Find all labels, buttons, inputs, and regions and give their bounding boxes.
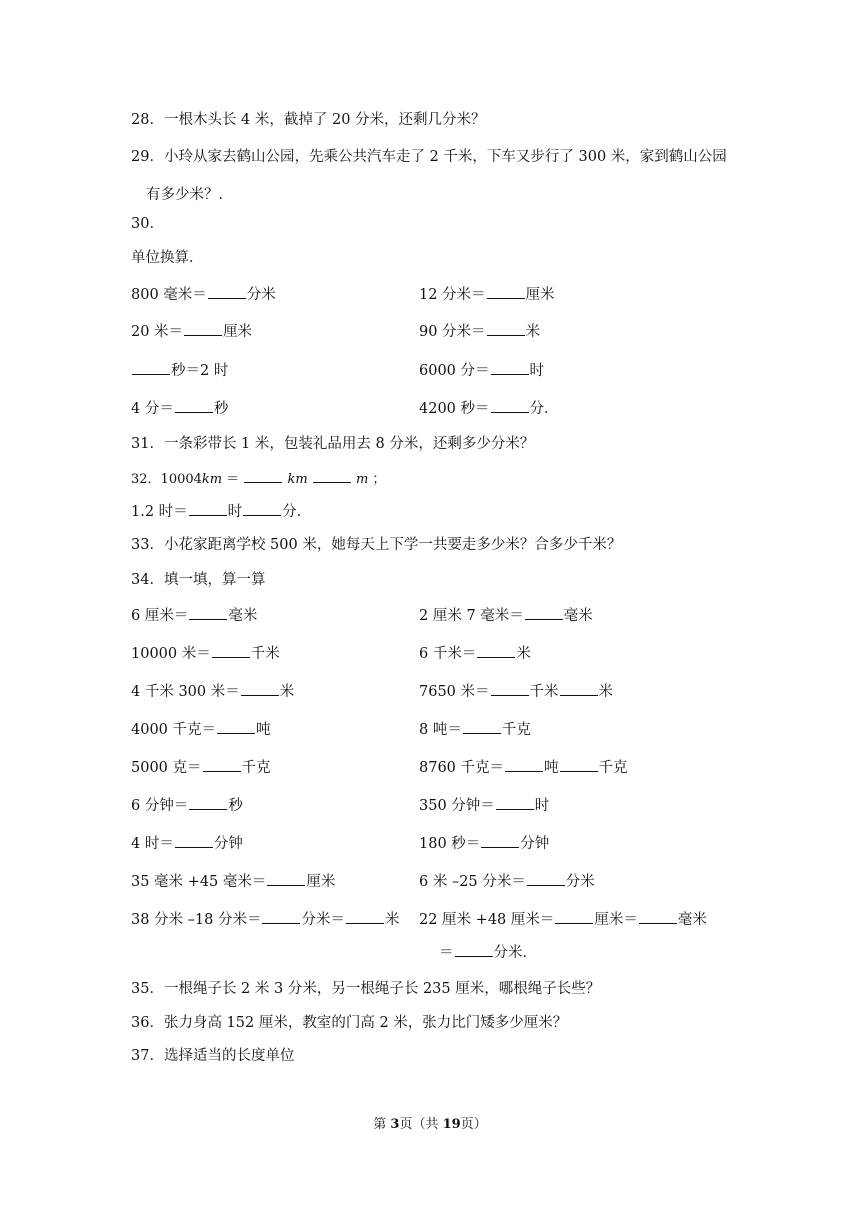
text: 8760 千克＝: [419, 760, 505, 776]
question-35: 35．一根绳子长 2 米 3 分米，另一根绳子长 235 厘米，哪根绳子长些？: [131, 981, 601, 997]
text: 2 厘米 7 毫米＝: [419, 608, 524, 624]
question-32: [131, 468, 386, 490]
answer-blank[interactable]: [175, 833, 213, 848]
answer-blank[interactable]: [132, 360, 170, 375]
q34-item: [419, 909, 707, 930]
unit-km: km: [201, 472, 223, 487]
text: ＝: [222, 472, 244, 487]
answer-blank[interactable]: [262, 909, 300, 924]
answer-blank[interactable]: [491, 681, 529, 696]
text: 4200 秒＝: [419, 401, 490, 417]
text: 90 分米＝: [419, 324, 486, 340]
unit-km: km: [287, 472, 308, 487]
text: 800 毫米＝: [131, 287, 207, 303]
q34-item: [131, 833, 243, 854]
total-pages: 19: [442, 1117, 461, 1132]
text: 4 千米 300 米＝: [131, 684, 240, 700]
text: 米: [598, 684, 614, 700]
answer-blank[interactable]: [241, 681, 279, 696]
text: 4 分＝: [131, 401, 174, 417]
text: 米: [525, 324, 541, 340]
answer-blank[interactable]: [560, 757, 598, 772]
q34-item: [131, 909, 399, 930]
text: 分．: [282, 504, 312, 520]
text: 时: [227, 504, 243, 520]
text: 35 毫米 +45 毫米＝: [131, 874, 267, 890]
question-32-line2: [131, 501, 311, 522]
text: 38 分米 –18 分米＝: [131, 912, 262, 928]
text: 分钟: [520, 836, 550, 852]
answer-blank[interactable]: [477, 643, 515, 658]
text: 1.2 时＝: [131, 504, 188, 520]
question-29-line2: 有多少米？．: [146, 187, 233, 203]
answer-blank[interactable]: [243, 501, 281, 516]
answer-blank[interactable]: [487, 284, 525, 299]
text: 时: [534, 798, 550, 814]
text: 秒＝2 时: [171, 363, 229, 379]
answer-blank[interactable]: [212, 643, 250, 658]
text: 6 千米＝: [419, 646, 477, 662]
text: 分米＝: [301, 912, 345, 928]
answer-blank[interactable]: [527, 871, 565, 886]
text: 厘米: [306, 874, 336, 890]
answer-blank[interactable]: [313, 468, 351, 483]
text: 秒: [228, 798, 243, 814]
q34-item: [131, 605, 257, 626]
page-number: 3: [390, 1117, 400, 1132]
text: 350 分钟＝: [419, 798, 495, 814]
answer-blank[interactable]: [208, 284, 246, 299]
answer-blank[interactable]: [217, 719, 255, 734]
answer-blank[interactable]: [463, 719, 501, 734]
answer-blank[interactable]: [346, 909, 384, 924]
answer-blank[interactable]: [525, 605, 563, 620]
text: 秒: [213, 401, 229, 417]
text: 分．: [529, 401, 559, 417]
q34-item: [131, 757, 271, 778]
text: 180 秒＝: [419, 836, 481, 852]
text: 6 分钟＝: [131, 798, 189, 814]
text: 时: [529, 363, 545, 379]
answer-blank[interactable]: [487, 321, 525, 336]
q34-item: [419, 795, 549, 816]
q30-item-8: [419, 398, 559, 419]
text: 分钟: [213, 836, 243, 852]
question-31: 31．一条彩带长 1 米，包装礼品用去 8 分米，还剩多少分米？: [131, 436, 535, 452]
text: 吨: [256, 722, 271, 738]
q30-item-4: [419, 321, 540, 342]
text: 4000 千克＝: [131, 722, 217, 738]
text: 22 厘米 +48 厘米＝: [419, 912, 555, 928]
text: 厘米: [223, 324, 253, 340]
q34-item: [131, 681, 294, 702]
text: 7650 米＝: [419, 684, 490, 700]
text: 6 厘米＝: [131, 608, 189, 624]
q34-item: [419, 719, 531, 740]
text: ＝: [439, 945, 454, 961]
page-footer: [0, 1113, 860, 1132]
answer-blank[interactable]: [505, 757, 543, 772]
q34-item: [131, 719, 271, 740]
answer-blank[interactable]: [555, 909, 593, 924]
text: 千克: [501, 722, 531, 738]
text: 分米: [246, 287, 276, 303]
q34-item-continuation: [439, 942, 537, 963]
answer-blank[interactable]: [184, 321, 222, 336]
text: 8 吨＝: [419, 722, 462, 738]
answer-blank[interactable]: [203, 757, 241, 772]
q34-item: [419, 605, 593, 626]
unit-m: m: [356, 472, 369, 487]
text: 毫米: [228, 608, 258, 624]
text: 毫米: [677, 912, 707, 928]
q30-item-7: [131, 398, 228, 419]
text: 米: [279, 684, 295, 700]
question-30-title: 单位换算．: [131, 250, 204, 266]
text: 千克: [598, 760, 628, 776]
text: 5000 克＝: [131, 760, 202, 776]
question-29-line1: 29．小玲从家去鹤山公园，先乘公共汽车走了 2 千米，下车又步行了 300 米，家到鹤山公园: [131, 149, 727, 165]
question-34-title: 34．填一填，算一算: [131, 572, 266, 588]
question-33: 33．小花家距离学校 500 米，她每天上下学一共要走多少米？合多少千米？: [131, 537, 622, 553]
q34-item: [131, 795, 243, 816]
text: 厘米: [525, 287, 555, 303]
answer-blank[interactable]: [267, 871, 305, 886]
text: 页）: [460, 1117, 487, 1132]
q30-item-2: [419, 284, 555, 305]
answer-blank[interactable]: [175, 398, 213, 413]
text: 第: [373, 1117, 391, 1132]
text: 4 时＝: [131, 836, 174, 852]
question-28: 28．一根木头长 4 米，截掉了 20 分米，还剩几分米？: [131, 112, 486, 128]
question-30-number: 30．: [131, 216, 164, 232]
answer-blank[interactable]: [560, 681, 598, 696]
text: 分米．: [493, 945, 537, 961]
answer-blank[interactable]: [481, 833, 519, 848]
text: 10000 米＝: [131, 646, 211, 662]
q30-item-3: [131, 321, 252, 342]
text: ；: [368, 472, 386, 487]
answer-blank[interactable]: [491, 360, 529, 375]
q34-item: [419, 643, 531, 664]
q34-item: [419, 833, 549, 854]
answer-blank[interactable]: [189, 501, 227, 516]
text: 米: [516, 646, 531, 662]
text: 20 米＝: [131, 324, 184, 340]
text: 千米: [250, 646, 280, 662]
q34-item: [419, 871, 595, 892]
q34-item: [419, 681, 613, 702]
text: 12 分米＝: [419, 287, 486, 303]
answer-blank[interactable]: [491, 398, 529, 413]
text: 千米: [529, 684, 559, 700]
q30-item-1: [131, 284, 276, 305]
question-37: 37．选择适当的长度单位: [131, 1048, 295, 1064]
q34-item: [131, 871, 335, 892]
text: 6 米 –25 分米＝: [419, 874, 526, 890]
q30-item-6: [419, 360, 544, 381]
answer-blank[interactable]: [496, 795, 534, 810]
text: 毫米: [563, 608, 593, 624]
text: 千克: [241, 760, 271, 776]
answer-blank[interactable]: [639, 909, 677, 924]
q34-item: [131, 643, 280, 664]
answer-blank[interactable]: [455, 942, 493, 957]
text: 分米: [565, 874, 595, 890]
answer-blank[interactable]: [244, 468, 282, 483]
text: 米: [384, 912, 400, 928]
answer-blank[interactable]: [189, 795, 227, 810]
text: 吨: [544, 760, 559, 776]
question-36: 36．张力身高 152 厘米，教室的门高 2 米，张力比门矮多少厘米？: [131, 1015, 568, 1031]
q34-item: [419, 757, 628, 778]
text: 6000 分＝: [419, 363, 490, 379]
text: 32．10004: [131, 472, 202, 487]
text: 厘米＝: [594, 912, 638, 928]
q30-item-5: [131, 360, 228, 381]
answer-blank[interactable]: [189, 605, 227, 620]
text: 页（共: [399, 1117, 443, 1132]
